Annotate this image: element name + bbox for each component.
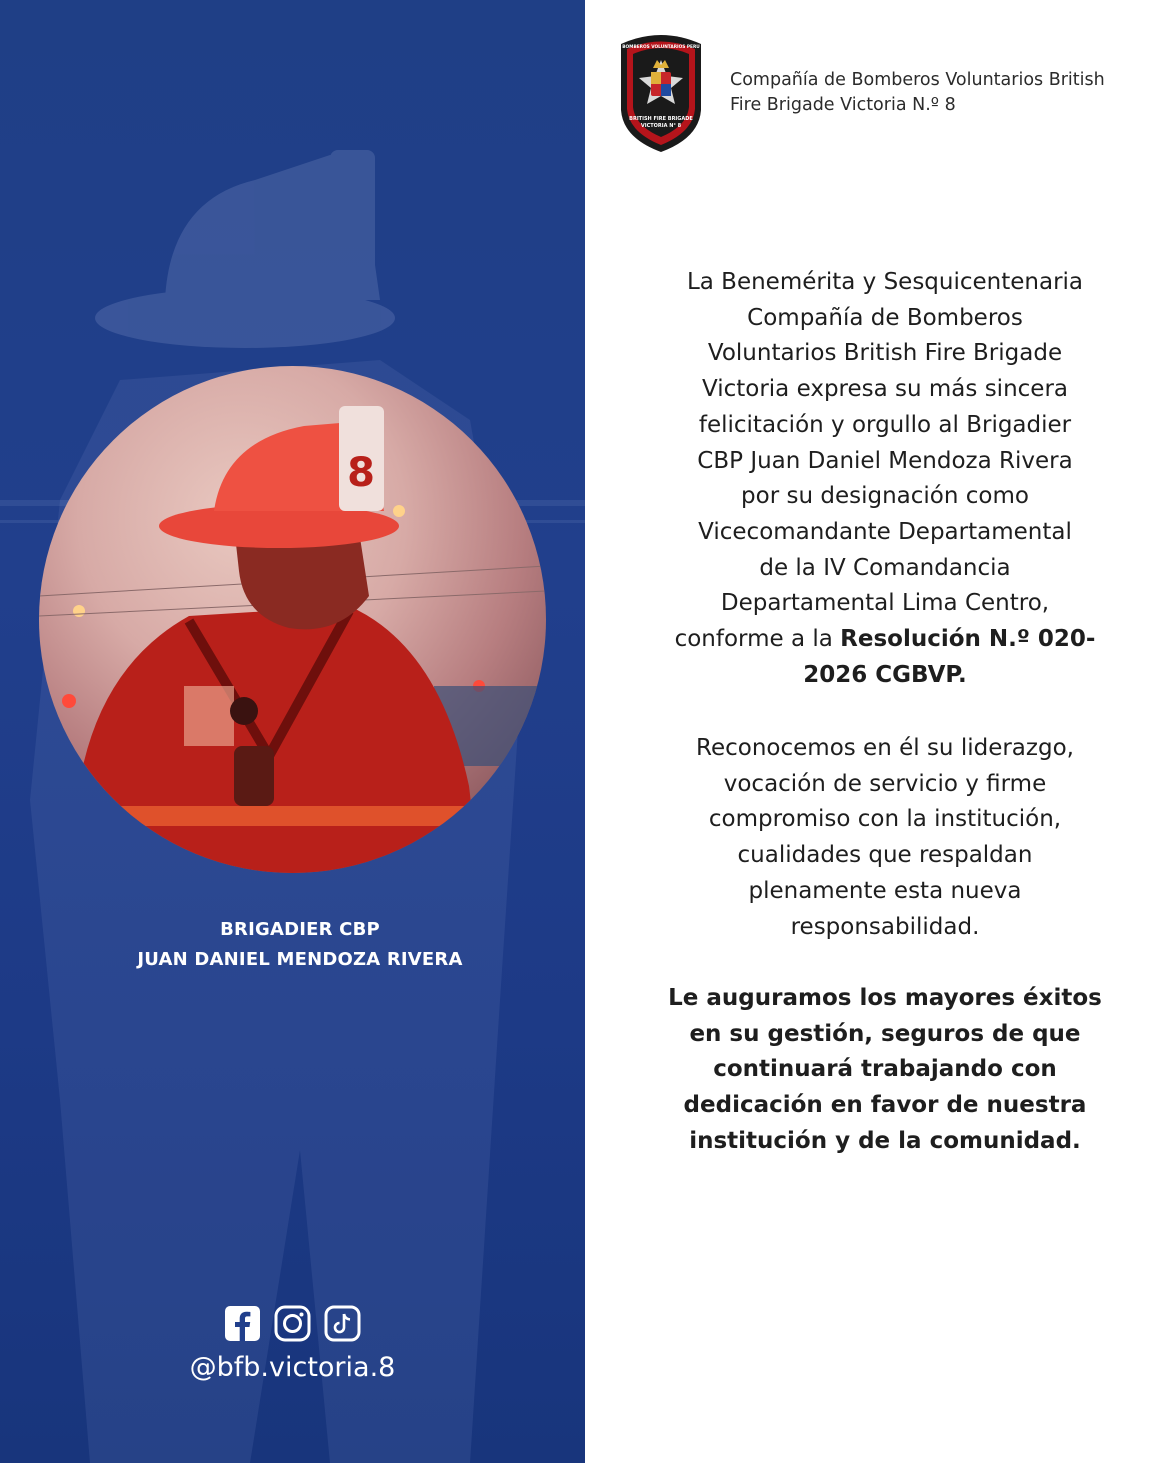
- paragraph-recognition: [640, 731, 1130, 945]
- paragraph-line: [640, 622, 1130, 658]
- resolution-number: Resolución N.º 020-: [840, 626, 1096, 653]
- brigade-crest-logo: [615, 30, 707, 154]
- social-handle[interactable]: @bfb.victoria.8: [189, 1352, 396, 1383]
- paragraph-line: en su gestión, seguros de que: [689, 1020, 1081, 1047]
- paragraph-line: continuará trabajando con: [713, 1056, 1057, 1083]
- paragraph-line: plenamente esta nueva: [748, 877, 1022, 904]
- message-panel: [585, 0, 1170, 1463]
- resolution-number-cont: 2026 CGBVP.: [803, 661, 967, 688]
- caption-name: JUAN DANIEL MENDOZA RIVERA: [137, 949, 463, 970]
- paragraph-line: vocación de servicio y firme: [723, 770, 1047, 797]
- facebook-icon[interactable]: [224, 1305, 261, 1342]
- paragraph-line: de la IV Comandancia: [759, 554, 1011, 581]
- caption-rank: BRIGADIER CBP: [220, 919, 380, 940]
- paragraph-line: Le auguramos los mayores éxitos: [668, 985, 1102, 1011]
- helmet-number: 8: [347, 450, 375, 496]
- paragraph-line: Reconocemos en él su liderazgo,: [696, 735, 1074, 761]
- tiktok-icon[interactable]: [324, 1305, 361, 1342]
- paragraph-wishes: [640, 981, 1130, 1160]
- crest-bottom-text-2: VICTORIA N° 8: [640, 123, 682, 129]
- paragraph-line: por su designación como: [741, 483, 1029, 510]
- header-line-2: Fire Brigade Victoria N.º 8: [730, 95, 956, 115]
- paragraph-line: La Benemérita y Sesquicentenaria: [686, 269, 1084, 295]
- social-icons: [224, 1305, 361, 1342]
- paragraph-line: Compañía de Bomberos: [747, 304, 1023, 331]
- crest-bottom-text-1: BRITISH FIRE BRIGADE: [629, 116, 693, 122]
- crest-top-text: BOMBEROS VOLUNTARIOS PERU: [622, 45, 700, 50]
- instagram-icon[interactable]: [274, 1305, 311, 1342]
- firefighter-portrait-illustration: [39, 366, 546, 873]
- header-line-1: Compañía de Bomberos Voluntarios British: [730, 70, 1105, 90]
- paragraph-line: Vicecomandante Departamental: [698, 518, 1072, 545]
- paragraph-line: CBP Juan Daniel Mendoza Rivera: [697, 447, 1073, 474]
- paragraph-line: cualidades que respaldan: [737, 842, 1033, 869]
- paragraph-line: dedicación en favor de nuestra: [683, 1092, 1087, 1119]
- paragraph-line: responsabilidad.: [790, 913, 980, 940]
- paragraph-congratulation: [640, 265, 1130, 693]
- paragraph-line: felicitación y orgullo al Brigadier: [698, 411, 1072, 438]
- paragraph-line: Voluntarios British Fire Brigade: [707, 340, 1063, 367]
- paragraph-line: institución y de la comunidad.: [689, 1127, 1081, 1154]
- paragraph-line: compromiso con la institución,: [708, 806, 1062, 833]
- organization-header: [730, 68, 1150, 118]
- paragraph-line: Departamental Lima Centro,: [720, 590, 1050, 617]
- resolution-prefix: conforme a la: [674, 626, 841, 653]
- portrait-photo: [39, 366, 546, 873]
- paragraph-line: Victoria expresa su más sincera: [701, 376, 1068, 403]
